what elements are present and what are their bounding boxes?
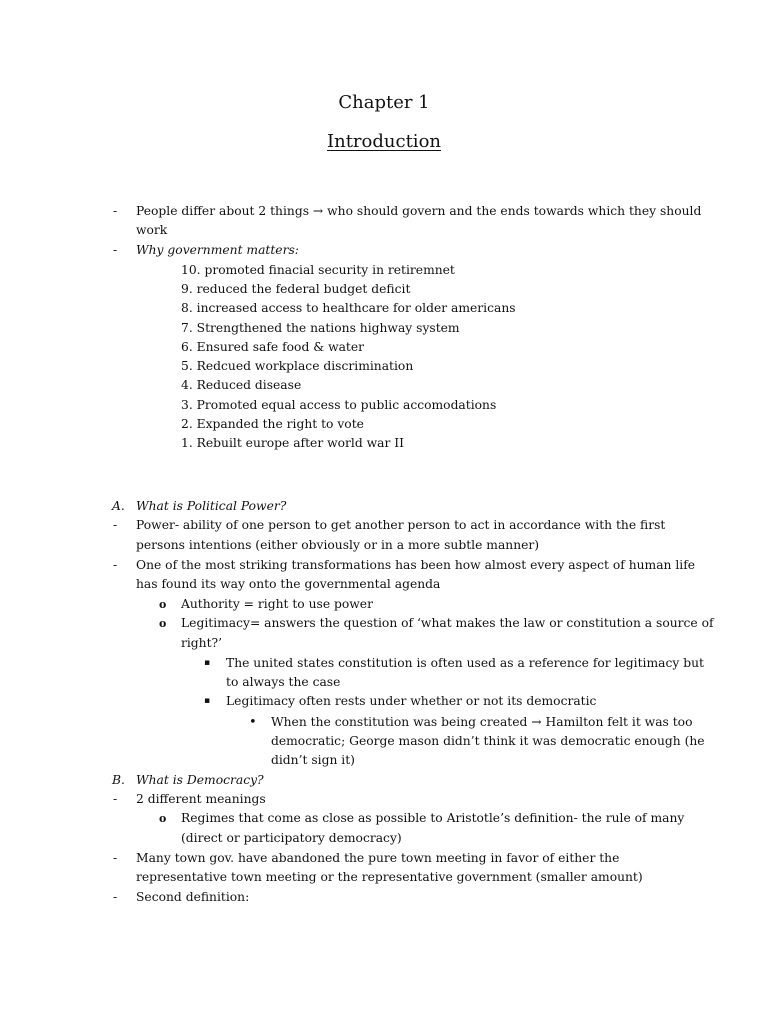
note-line — [0, 536, 768, 555]
list-marker: - — [113, 890, 118, 904]
line-text: 2. Expanded the right to vote — [181, 417, 364, 431]
line-text: 7. Strengthened the nations highway system — [181, 321, 460, 335]
line-text: 9. reduced the federal budget deficit — [181, 282, 411, 296]
note-line — [0, 241, 768, 260]
line-text: Regimes that come as close as possible to Aristotle’s definition- the rule of many — [181, 811, 685, 825]
list-marker: - — [113, 204, 118, 218]
note-line — [0, 434, 768, 453]
line-text: 8. increased access to healthcare for older americans — [181, 301, 516, 315]
line-text: 6. Ensured safe food & water — [181, 340, 365, 354]
note-line — [0, 654, 768, 673]
line-text: 10. promoted finacial security in retiremnet — [181, 263, 455, 277]
note-line — [0, 809, 768, 828]
note-line — [0, 751, 768, 770]
note-line — [0, 299, 768, 318]
note-line — [0, 357, 768, 376]
list-marker: • — [249, 715, 257, 730]
line-text: What is Political Power? — [136, 499, 287, 513]
line-text: representative town meeting or the representative government (smaller amount) — [136, 870, 643, 884]
line-text: didn’t sign it) — [271, 753, 355, 767]
note-line — [0, 396, 768, 415]
line-text: 4. Reduced disease — [181, 378, 302, 392]
note-line — [0, 415, 768, 434]
note-line — [0, 319, 768, 338]
list-marker: ▪ — [204, 696, 211, 706]
note-line — [0, 221, 768, 240]
line-text: Many town gov. have abandoned the pure town meeting in favor of either the — [136, 851, 620, 865]
list-marker: B. — [112, 773, 125, 787]
line-text: has found its way onto the governmental agenda — [136, 577, 441, 591]
list-marker: - — [113, 851, 118, 865]
line-text: (direct or participatory democracy) — [181, 831, 402, 845]
list-marker: - — [113, 518, 118, 532]
list-marker: - — [113, 243, 118, 257]
note-line — [0, 888, 768, 907]
line-text: What is Democracy? — [136, 773, 264, 787]
note-line — [0, 849, 768, 868]
note-line — [0, 556, 768, 575]
note-line — [0, 595, 768, 614]
line-text: persons intentions (either obviously or in a more subtle manner) — [136, 538, 540, 552]
note-line — [0, 497, 768, 516]
list-marker: - — [113, 558, 118, 572]
list-marker: ▪ — [204, 658, 211, 668]
note-line — [0, 376, 768, 395]
page-title: Introduction — [327, 131, 441, 152]
note-line — [0, 829, 768, 848]
line-text: Legitimacy= answers the question of ‘what makes the law or constitution a source of — [181, 616, 714, 630]
line-text: democratic; George mason didn’t think it was democratic enough (he — [271, 734, 705, 748]
note-line — [0, 614, 768, 633]
list-marker: - — [113, 792, 118, 806]
line-text: People differ about 2 things → who should govern and the ends towards which they should — [136, 204, 702, 218]
note-line — [0, 575, 768, 594]
line-text: 1. Rebuilt europe after world war II — [181, 436, 404, 450]
chapter-heading: Chapter 1 — [338, 92, 430, 113]
line-text: When the constitution was being created → Hamilton felt it was too — [271, 715, 693, 729]
note-line — [0, 261, 768, 280]
note-line — [0, 280, 768, 299]
line-text: Power- ability of one person to get another person to act in accordance with the first — [136, 518, 666, 532]
line-text: right?’ — [181, 636, 223, 650]
line-text: Legitimacy often rests under whether or not its democratic — [226, 694, 597, 708]
note-line — [0, 673, 768, 692]
line-text: Authority = right to use power — [181, 597, 373, 611]
list-marker: o — [159, 812, 167, 825]
note-line — [0, 868, 768, 887]
line-text: The united states constitution is often used as a reference for legitimacy but — [226, 656, 704, 670]
note-line — [0, 634, 768, 653]
line-text: to always the case — [226, 675, 341, 689]
list-marker: A. — [112, 499, 125, 513]
note-line — [0, 713, 768, 732]
line-text: One of the most striking transformations has been how almost every aspect of human life — [136, 558, 696, 572]
line-text: 2 different meanings — [136, 792, 266, 806]
line-text: Second definition: — [136, 890, 250, 904]
note-line — [0, 790, 768, 809]
note-line — [0, 516, 768, 535]
note-line — [0, 732, 768, 751]
line-text: work — [136, 223, 168, 237]
note-line — [0, 771, 768, 790]
note-line — [0, 202, 768, 221]
line-text: 3. Promoted equal access to public accomodations — [181, 398, 497, 412]
note-line — [0, 338, 768, 357]
line-text: 5. Redcued workplace discrimination — [181, 359, 414, 373]
list-marker: o — [159, 598, 167, 611]
list-marker: o — [159, 617, 167, 630]
line-text: Why government matters: — [136, 243, 299, 257]
note-line — [0, 692, 768, 711]
